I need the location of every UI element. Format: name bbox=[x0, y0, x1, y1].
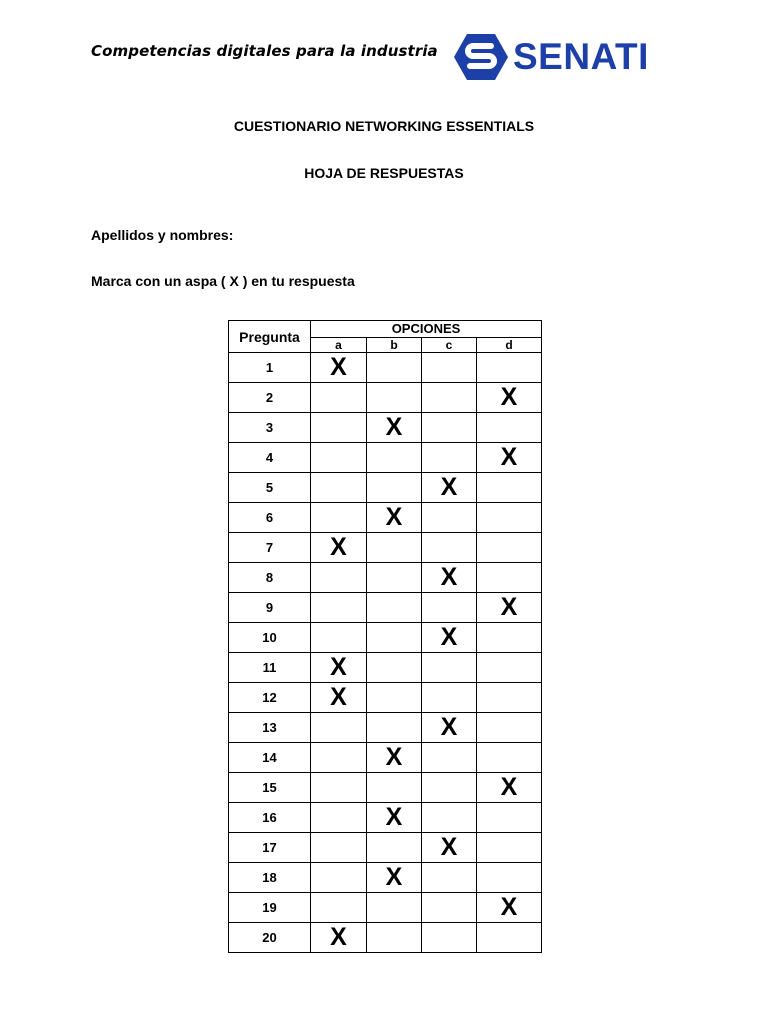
table-row bbox=[229, 713, 542, 743]
answer-cell-c[interactable] bbox=[422, 383, 477, 413]
answer-cell-d[interactable]: X bbox=[477, 773, 542, 803]
answer-cell-d[interactable]: X bbox=[477, 383, 542, 413]
question-number: 10 bbox=[229, 623, 311, 653]
answer-cell-b[interactable] bbox=[367, 353, 422, 383]
question-number: 3 bbox=[229, 413, 311, 443]
answer-cell-c[interactable]: X bbox=[422, 563, 477, 593]
answer-cell-a[interactable] bbox=[311, 743, 367, 773]
answer-cell-b[interactable] bbox=[367, 713, 422, 743]
answer-cell-a[interactable]: X bbox=[311, 533, 367, 563]
answer-cell-b[interactable] bbox=[367, 683, 422, 713]
answer-cell-c[interactable] bbox=[422, 593, 477, 623]
answer-cell-c[interactable] bbox=[422, 653, 477, 683]
question-number: 5 bbox=[229, 473, 311, 503]
answer-cell-b[interactable] bbox=[367, 833, 422, 863]
answer-cell-b[interactable] bbox=[367, 623, 422, 653]
option-header-d: d bbox=[477, 338, 542, 353]
answer-cell-c[interactable] bbox=[422, 803, 477, 833]
question-number: 11 bbox=[229, 653, 311, 683]
instruction-text: Marca con un aspa ( X ) en tu respuesta bbox=[91, 273, 355, 289]
table-row bbox=[229, 503, 542, 533]
answer-cell-b[interactable]: X bbox=[367, 743, 422, 773]
table-row bbox=[229, 653, 542, 683]
answer-cell-d[interactable] bbox=[477, 353, 542, 383]
answer-cell-a[interactable]: X bbox=[311, 923, 367, 953]
answer-cell-a[interactable] bbox=[311, 713, 367, 743]
answer-cell-b[interactable]: X bbox=[367, 863, 422, 893]
table-row bbox=[229, 773, 542, 803]
answer-cell-a[interactable] bbox=[311, 803, 367, 833]
header-subtitle: Competencias digitales para la industria bbox=[91, 42, 438, 60]
answer-cell-d[interactable] bbox=[477, 683, 542, 713]
table-row bbox=[229, 923, 542, 953]
answer-cell-b[interactable] bbox=[367, 653, 422, 683]
answer-cell-c[interactable] bbox=[422, 443, 477, 473]
logo-text: SENATI bbox=[513, 36, 649, 77]
answer-cell-b[interactable] bbox=[367, 533, 422, 563]
options-header: OPCIONES bbox=[311, 321, 542, 338]
answer-cell-a[interactable] bbox=[311, 413, 367, 443]
answer-cell-c[interactable] bbox=[422, 413, 477, 443]
answer-table-body bbox=[229, 353, 542, 953]
answer-cell-b[interactable] bbox=[367, 563, 422, 593]
question-number: 7 bbox=[229, 533, 311, 563]
answer-cell-d[interactable]: X bbox=[477, 593, 542, 623]
answer-cell-c[interactable]: X bbox=[422, 713, 477, 743]
table-row bbox=[229, 743, 542, 773]
answer-cell-b[interactable] bbox=[367, 773, 422, 803]
answer-cell-a[interactable] bbox=[311, 623, 367, 653]
answer-sheet-title: HOJA DE RESPUESTAS bbox=[304, 165, 464, 181]
question-number: 18 bbox=[229, 863, 311, 893]
answer-cell-a[interactable] bbox=[311, 773, 367, 803]
answer-cell-a[interactable] bbox=[311, 833, 367, 863]
answer-cell-d[interactable] bbox=[477, 473, 542, 503]
question-number: 17 bbox=[229, 833, 311, 863]
answer-cell-d[interactable] bbox=[477, 713, 542, 743]
answer-cell-d[interactable] bbox=[477, 563, 542, 593]
table-row bbox=[229, 383, 542, 413]
table-row bbox=[229, 683, 542, 713]
option-header-c: c bbox=[422, 338, 477, 353]
option-header-a: a bbox=[311, 338, 367, 353]
answer-cell-a[interactable]: X bbox=[311, 653, 367, 683]
answer-cell-c[interactable] bbox=[422, 743, 477, 773]
answer-cell-c[interactable] bbox=[422, 353, 477, 383]
answer-cell-a[interactable] bbox=[311, 563, 367, 593]
question-number: 8 bbox=[229, 563, 311, 593]
question-number: 1 bbox=[229, 353, 311, 383]
answer-cell-b[interactable] bbox=[367, 923, 422, 953]
answer-cell-c[interactable]: X bbox=[422, 473, 477, 503]
option-header-b: b bbox=[367, 338, 422, 353]
answer-cell-d[interactable] bbox=[477, 533, 542, 563]
table-row bbox=[229, 473, 542, 503]
table-row bbox=[229, 593, 542, 623]
answer-cell-b[interactable]: X bbox=[367, 413, 422, 443]
question-number: 6 bbox=[229, 503, 311, 533]
table-row bbox=[229, 353, 542, 383]
answer-cell-b[interactable]: X bbox=[367, 803, 422, 833]
answer-cell-d[interactable] bbox=[477, 863, 542, 893]
answer-cell-a[interactable] bbox=[311, 503, 367, 533]
answer-cell-d[interactable] bbox=[477, 923, 542, 953]
answer-table bbox=[228, 320, 542, 953]
answer-cell-c[interactable] bbox=[422, 533, 477, 563]
name-label: Apellidos y nombres: bbox=[91, 227, 234, 243]
question-number: 2 bbox=[229, 383, 311, 413]
question-number: 14 bbox=[229, 743, 311, 773]
answer-cell-d[interactable] bbox=[477, 833, 542, 863]
answer-cell-a[interactable] bbox=[311, 893, 367, 923]
table-row bbox=[229, 803, 542, 833]
answer-cell-d[interactable]: X bbox=[477, 443, 542, 473]
table-row bbox=[229, 833, 542, 863]
answer-cell-c[interactable] bbox=[422, 863, 477, 893]
answer-cell-c[interactable] bbox=[422, 893, 477, 923]
answer-cell-b[interactable]: X bbox=[367, 503, 422, 533]
question-column-header: Pregunta bbox=[229, 321, 311, 353]
answer-cell-a[interactable]: X bbox=[311, 683, 367, 713]
table-row bbox=[229, 443, 542, 473]
answer-cell-b[interactable] bbox=[367, 473, 422, 503]
answer-cell-c[interactable]: X bbox=[422, 623, 477, 653]
answer-cell-a[interactable]: X bbox=[311, 353, 367, 383]
answer-cell-b[interactable] bbox=[367, 443, 422, 473]
answer-cell-c[interactable] bbox=[422, 503, 477, 533]
answer-cell-d[interactable] bbox=[477, 503, 542, 533]
table-row bbox=[229, 533, 542, 563]
table-row bbox=[229, 413, 542, 443]
question-number: 15 bbox=[229, 773, 311, 803]
question-number: 13 bbox=[229, 713, 311, 743]
answer-cell-b[interactable] bbox=[367, 893, 422, 923]
questionnaire-title: CUESTIONARIO NETWORKING ESSENTIALS bbox=[233, 118, 535, 134]
question-number: 19 bbox=[229, 893, 311, 923]
answer-cell-a[interactable] bbox=[311, 383, 367, 413]
answer-cell-d[interactable]: X bbox=[477, 893, 542, 923]
answer-cell-a[interactable] bbox=[311, 863, 367, 893]
table-row bbox=[229, 563, 542, 593]
answer-cell-c[interactable] bbox=[422, 923, 477, 953]
senati-logo bbox=[453, 32, 648, 82]
question-number: 12 bbox=[229, 683, 311, 713]
answer-cell-b[interactable] bbox=[367, 383, 422, 413]
answer-cell-c[interactable] bbox=[422, 773, 477, 803]
table-row bbox=[229, 863, 542, 893]
question-number: 20 bbox=[229, 923, 311, 953]
table-row bbox=[229, 893, 542, 923]
answer-cell-c[interactable] bbox=[422, 683, 477, 713]
question-number: 16 bbox=[229, 803, 311, 833]
answer-cell-d[interactable] bbox=[477, 803, 542, 833]
answer-cell-d[interactable] bbox=[477, 413, 542, 443]
senati-hexagon-icon bbox=[453, 32, 509, 82]
question-number: 4 bbox=[229, 443, 311, 473]
answer-cell-c[interactable]: X bbox=[422, 833, 477, 863]
answer-cell-a[interactable] bbox=[311, 443, 367, 473]
table-row bbox=[229, 623, 542, 653]
answer-cell-a[interactable] bbox=[311, 473, 367, 503]
answer-cell-b[interactable] bbox=[367, 593, 422, 623]
answer-cell-a[interactable] bbox=[311, 593, 367, 623]
answer-cell-d[interactable] bbox=[477, 653, 542, 683]
answer-cell-d[interactable] bbox=[477, 623, 542, 653]
question-number: 9 bbox=[229, 593, 311, 623]
answer-cell-d[interactable] bbox=[477, 743, 542, 773]
